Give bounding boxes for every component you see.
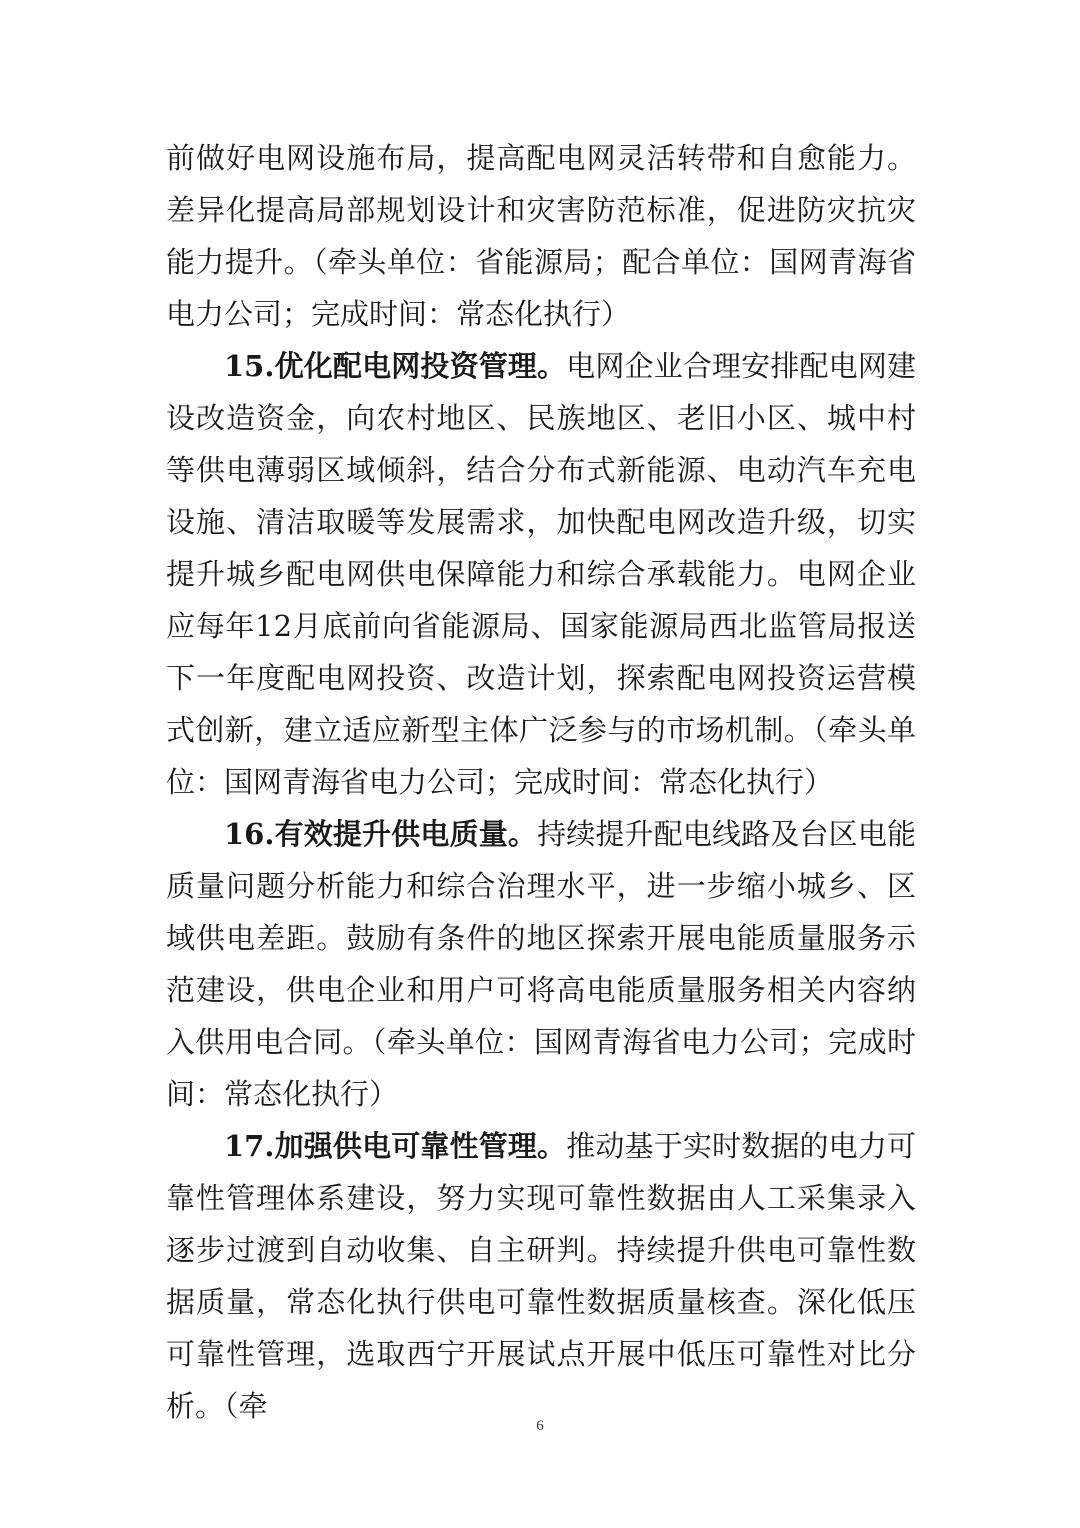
item-number: 17. xyxy=(224,1129,275,1163)
item-number: 15. xyxy=(224,349,275,383)
paragraph-17 xyxy=(166,1120,916,1432)
paragraph-16 xyxy=(166,808,916,1120)
item-heading: 加强供电可靠性管理。 xyxy=(274,1129,567,1163)
item-heading: 有效提升供电质量。 xyxy=(274,817,538,851)
item-heading: 优化配电网投资管理。 xyxy=(274,349,567,383)
paragraph-15 xyxy=(166,340,916,808)
page-number: 6 xyxy=(536,1418,544,1434)
paragraph-text: 推动基于实时数据的电力可靠性管理体系建设，努力实现可靠性数据由人工采集录入逐步过渡到自动收集、自主研判。持续提升供电可靠性数据质量，常态化执行供电可靠性数据质量核查。深化低压可靠性管理，选取西宁开展试点开展中低压可靠性对比分析。（牵 xyxy=(166,1129,916,1423)
paragraph-text: 持续提升配电线路及台区电能质量问题分析能力和综合治理水平，进一步缩小城乡、区域供电差距。鼓励有条件的地区探索开展电能质量服务示范建设，供电企业和用户可将高电能质量服务相关内容纳入供用电合同。（牵头单位：国网青海省电力公司；完成时间：常态化执行） xyxy=(166,817,916,1111)
body-text xyxy=(166,132,916,1432)
paragraph-text: 电网企业合理安排配电网建设改造资金，向农村地区、民族地区、老旧小区、城中村等供电薄弱区域倾斜，结合分布式新能源、电动汽车充电设施、清洁取暖等发展需求，加快配电网改造升级，切实提升城乡配电网供电保障能力和综合承载能力。电网企业应每年12月底前向省能源局、国家能源局西北监管局报送下一年度配电网投资、改造计划，探索配电网投资运营模式创新，建立适应新型主体广泛参与的市场机制。（牵头单位：国网青海省电力公司；完成时间：常态化执行） xyxy=(166,349,916,799)
paragraph-14-continued xyxy=(166,132,916,340)
item-number: 16. xyxy=(224,817,275,851)
paragraph-text: 前做好电网设施布局，提高配电网灵活转带和自愈能力。差异化提高局部规划设计和灾害防范标准，促进防灾抗灾能力提升。（牵头单位：省能源局；配合单位：国网青海省电力公司；完成时间：常态化执行） xyxy=(166,141,916,331)
